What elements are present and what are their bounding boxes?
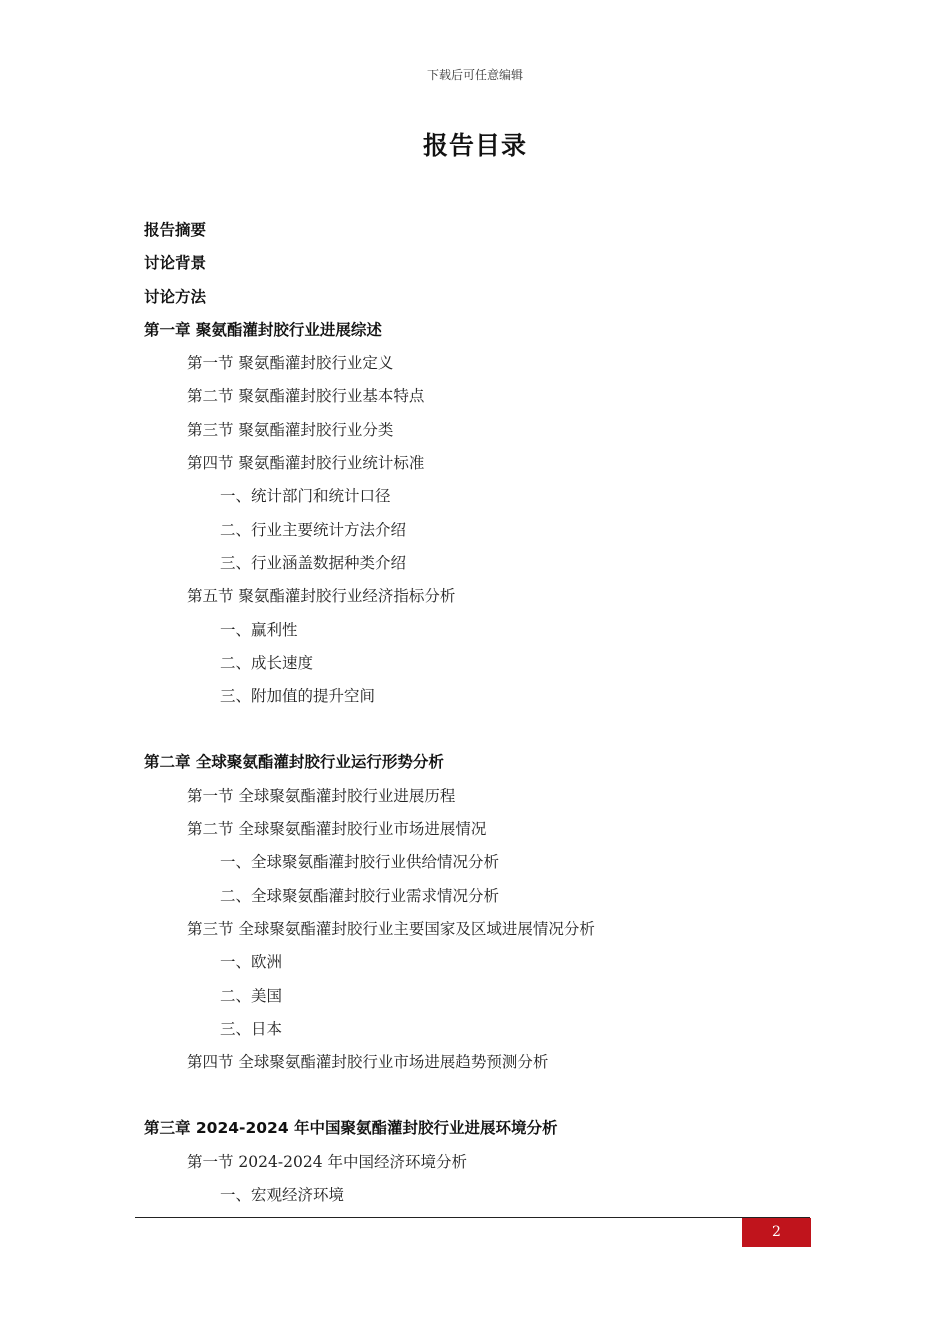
toc-subsection[interactable]: 二、行业主要统计方法介绍 <box>220 520 407 539</box>
toc-chapter[interactable]: 讨论背景 <box>144 254 207 273</box>
toc-chapter[interactable]: 讨论方法 <box>144 287 207 306</box>
toc-subsection[interactable]: 一、全球聚氨酯灌封胶行业供给情况分析 <box>220 853 500 872</box>
footer-divider <box>135 1217 810 1218</box>
toc-chapter[interactable]: 第三章 2024-2024 年中国聚氨酯灌封胶行业进展环境分析 <box>144 1119 558 1138</box>
toc-subsection[interactable]: 一、统计部门和统计口径 <box>220 487 391 506</box>
toc-chapter[interactable]: 报告摘要 <box>144 221 207 239</box>
toc-subsection[interactable]: 一、欧洲 <box>220 953 283 972</box>
toc-subsection[interactable]: 一、赢利性 <box>220 620 298 639</box>
toc-subsection[interactable]: 三、日本 <box>220 1019 283 1038</box>
toc-chapter[interactable]: 第二章 全球聚氨酯灌封胶行业运行形势分析 <box>144 753 444 772</box>
toc-section[interactable]: 第三节 聚氨酯灌封胶行业分类 <box>187 420 394 439</box>
page-number-badge: 2 <box>742 1218 811 1247</box>
toc-chapter[interactable]: 第一章 聚氨酯灌封胶行业进展综述 <box>144 320 382 339</box>
table-of-contents <box>144 216 824 1214</box>
page-title: 报告目录 <box>422 131 527 160</box>
header-note: 下载后可任意编辑 <box>426 68 523 82</box>
toc-section[interactable]: 第四节 聚氨酯灌封胶行业统计标准 <box>187 454 425 473</box>
toc-subsection[interactable]: 二、全球聚氨酯灌封胶行业需求情况分析 <box>220 886 500 905</box>
toc-section[interactable]: 第二节 全球聚氨酯灌封胶行业市场进展情况 <box>187 820 487 839</box>
toc-section[interactable]: 第二节 聚氨酯灌封胶行业基本特点 <box>187 387 425 406</box>
toc-section[interactable]: 第一节 聚氨酯灌封胶行业定义 <box>187 354 394 373</box>
toc-subsection[interactable]: 二、美国 <box>220 986 283 1005</box>
toc-section[interactable]: 第三节 全球聚氨酯灌封胶行业主要国家及区域进展情况分析 <box>187 919 595 938</box>
toc-subsection[interactable]: 三、附加值的提升空间 <box>220 687 376 706</box>
toc-subsection[interactable]: 一、宏观经济环境 <box>220 1186 345 1205</box>
toc-section[interactable]: 第四节 全球聚氨酯灌封胶行业市场进展趋势预测分析 <box>187 1053 549 1072</box>
toc-section[interactable]: 第一节 2024-2024 年中国经济环境分析 <box>187 1152 467 1171</box>
toc-section[interactable]: 第一节 全球聚氨酯灌封胶行业进展历程 <box>187 786 456 805</box>
toc-section[interactable]: 第五节 聚氨酯灌封胶行业经济指标分析 <box>187 587 456 606</box>
toc-subsection[interactable]: 二、成长速度 <box>220 653 314 672</box>
toc-subsection[interactable]: 三、行业涵盖数据种类介绍 <box>220 553 407 572</box>
